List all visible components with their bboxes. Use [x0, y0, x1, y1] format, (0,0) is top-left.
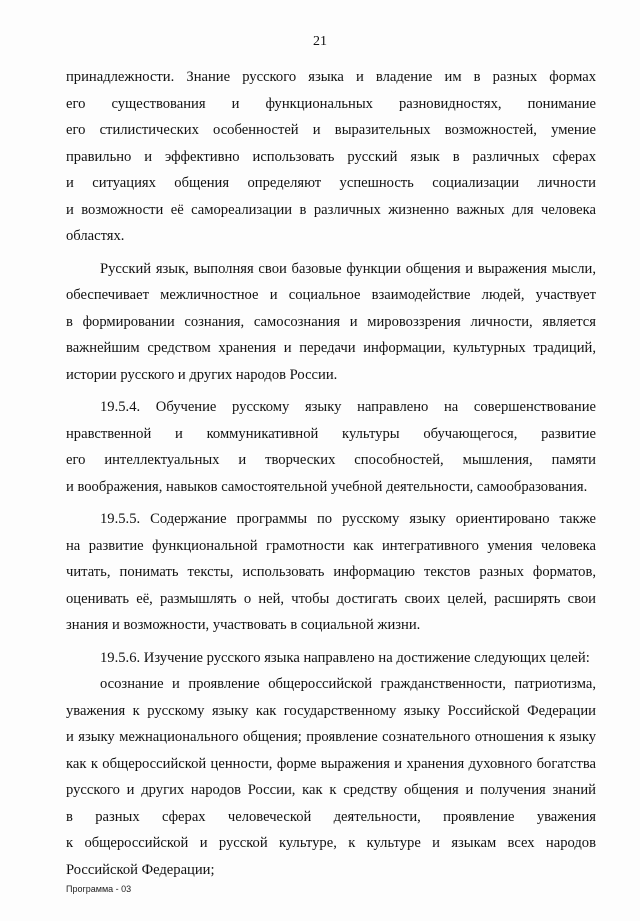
text-line: на развитие функциональной грамотности как интегративного умения человека: [66, 537, 596, 554]
text-line: Российской Федерации;: [66, 861, 215, 878]
text-line: его интеллектуальных и творческих способностей, мышления, памяти: [66, 452, 596, 468]
text-line: к общероссийской и русской культуре, к культуре и языкам всех народов: [66, 835, 596, 851]
text-line: нравственной и коммуникативной культуры обучающегося, развитие: [66, 425, 596, 442]
text-line: знания и возможности, участвовать в социальной жизни.: [66, 617, 421, 633]
text-line: правильно и эффективно использовать русский язык в различных сферах: [66, 148, 596, 165]
text-line: его существования и функциональных разновидностях, понимание: [66, 95, 596, 112]
text-line: истории русского и других народов России.: [66, 366, 338, 383]
text-line: областях.: [66, 228, 125, 244]
text-line: Русский язык, выполняя свои базовые функции общения и выражения мысли,: [100, 260, 596, 277]
text-line: уважения к русскому языку как государственному языку Российской Федерации: [66, 702, 596, 719]
paragraph: [66, 394, 596, 500]
text-line: и ситуациях общения определяют успешность социализации личности: [66, 175, 596, 191]
text-line: в разных сферах человеческой деятельности, проявление уважения: [66, 808, 596, 825]
paragraph: [66, 506, 596, 639]
text-line: оценивать её, размышлять о ней, чтобы достигать своих целей, расширять свои: [66, 590, 596, 607]
text-line: важнейшим средством хранения и передачи информации, культурных традиций,: [66, 340, 596, 356]
text-line: 19.5.5. Содержание программы по русскому языку ориентировано также: [100, 511, 596, 527]
text-line: читать, понимать тексты, использовать информацию текстов разных форматов,: [66, 564, 596, 580]
paragraph: [66, 645, 596, 884]
document-body: [66, 64, 596, 883]
text-line: и возможности её самореализации в различных жизненно важных для человека: [66, 201, 596, 218]
text-line: его стилистических особенностей и выразительных возможностей, умение: [66, 122, 596, 138]
footer-note: Программа - 03: [66, 884, 132, 894]
text-line: в формировании сознания, самосознания и мировоззрения личности, является: [66, 313, 596, 330]
text-line: 19.5.6. Изучение русского языка направлено на достижение следующих целей:: [100, 649, 590, 666]
text-line: русского и других народов России, как к средству общения и получения знаний: [66, 782, 596, 798]
text-line: обеспечивает межличностное и социальное взаимодействие людей, участвует: [66, 287, 596, 303]
text-line: осознание и проявление общероссийской гражданственности, патриотизма,: [100, 676, 596, 692]
text-line: принадлежности. Знание русского языка и владение им в разных формах: [66, 69, 596, 85]
text-line: как к общероссийской ценности, форме выражения и хранения духовного богатства: [66, 755, 596, 772]
text-line: и языку межнационального общения; проявление сознательного отношения к языку: [66, 729, 596, 745]
text-line: и воображения, навыков самостоятельной учебной деятельности, самообразования.: [66, 478, 588, 495]
paragraph: [66, 256, 596, 389]
text-line: 19.5.4. Обучение русскому языку направлено на совершенствование: [100, 399, 596, 415]
paragraph: [66, 64, 596, 250]
page-number: 21: [313, 34, 327, 49]
